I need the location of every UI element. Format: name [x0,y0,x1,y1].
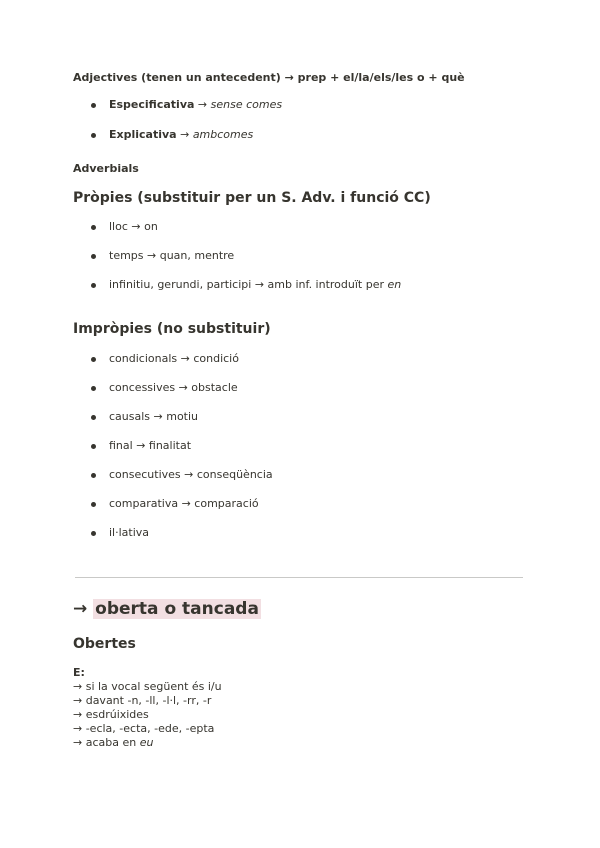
bullet [91,444,96,449]
divider [75,577,523,578]
highlighted-title: oberta o tancada [95,599,259,619]
adverbials-heading: Adverbials [73,162,139,175]
list-item: condicionals → condició [109,352,239,365]
obertes-heading: Obertes [73,636,136,652]
list-item: concessives → obstacle [109,381,238,394]
bullet [91,225,96,230]
item-label: Explicativa [109,128,177,141]
item-emph: en [387,278,402,291]
arrow: → [180,128,190,141]
list-item: comparativa → comparació [109,497,259,510]
arrow: → [73,599,88,619]
section-title [73,599,261,619]
rule-line: → si la vocal següent és i/u [73,680,222,693]
rule-line [73,736,222,750]
propies-heading: Pròpies (substituir per un S. Adv. i funció CC) [73,190,431,206]
bullet [91,254,96,259]
bullet [91,473,96,478]
e-label: E: [73,666,85,679]
impropies-heading: Impròpies (no substituir) [73,321,271,337]
list-item: il·lativa [109,526,150,539]
bullet [91,386,96,391]
list-item [109,98,282,111]
obertes-rules [73,666,222,750]
bullet [91,502,96,507]
rule-emph: eu [139,736,154,749]
list-item: final → finalitat [109,439,192,452]
list-item [109,278,401,291]
bullet [91,283,96,288]
rule-line: → davant -n, -ll, -l·l, -rr, -r [73,694,212,707]
item-value: sense comes [210,98,283,111]
bullet [91,133,96,138]
adjectives-heading: Adjectives (tenen un antecedent) → prep + el/la/els/les o + què [73,71,465,84]
item-value: ambcomes [192,128,254,141]
rule-text: → acaba en [73,736,140,749]
list-item: consecutives → conseqüència [109,468,273,481]
bullet [91,531,96,536]
list-item [109,128,253,141]
rule-line: → -ecla, -ecta, -ede, -epta [73,722,215,735]
list-item: causals → motiu [109,410,199,423]
list-item: lloc → on [109,220,158,233]
arrow: → [197,98,208,111]
rule-line: → esdrúixides [73,708,149,721]
item-text: infinitiu, gerundi, participi → amb inf. introduït per [109,278,388,291]
bullet [91,415,96,420]
bullet [91,357,96,362]
bullet [91,103,96,108]
item-label: Especificativa [109,98,195,111]
list-item: temps → quan, mentre [109,249,235,262]
